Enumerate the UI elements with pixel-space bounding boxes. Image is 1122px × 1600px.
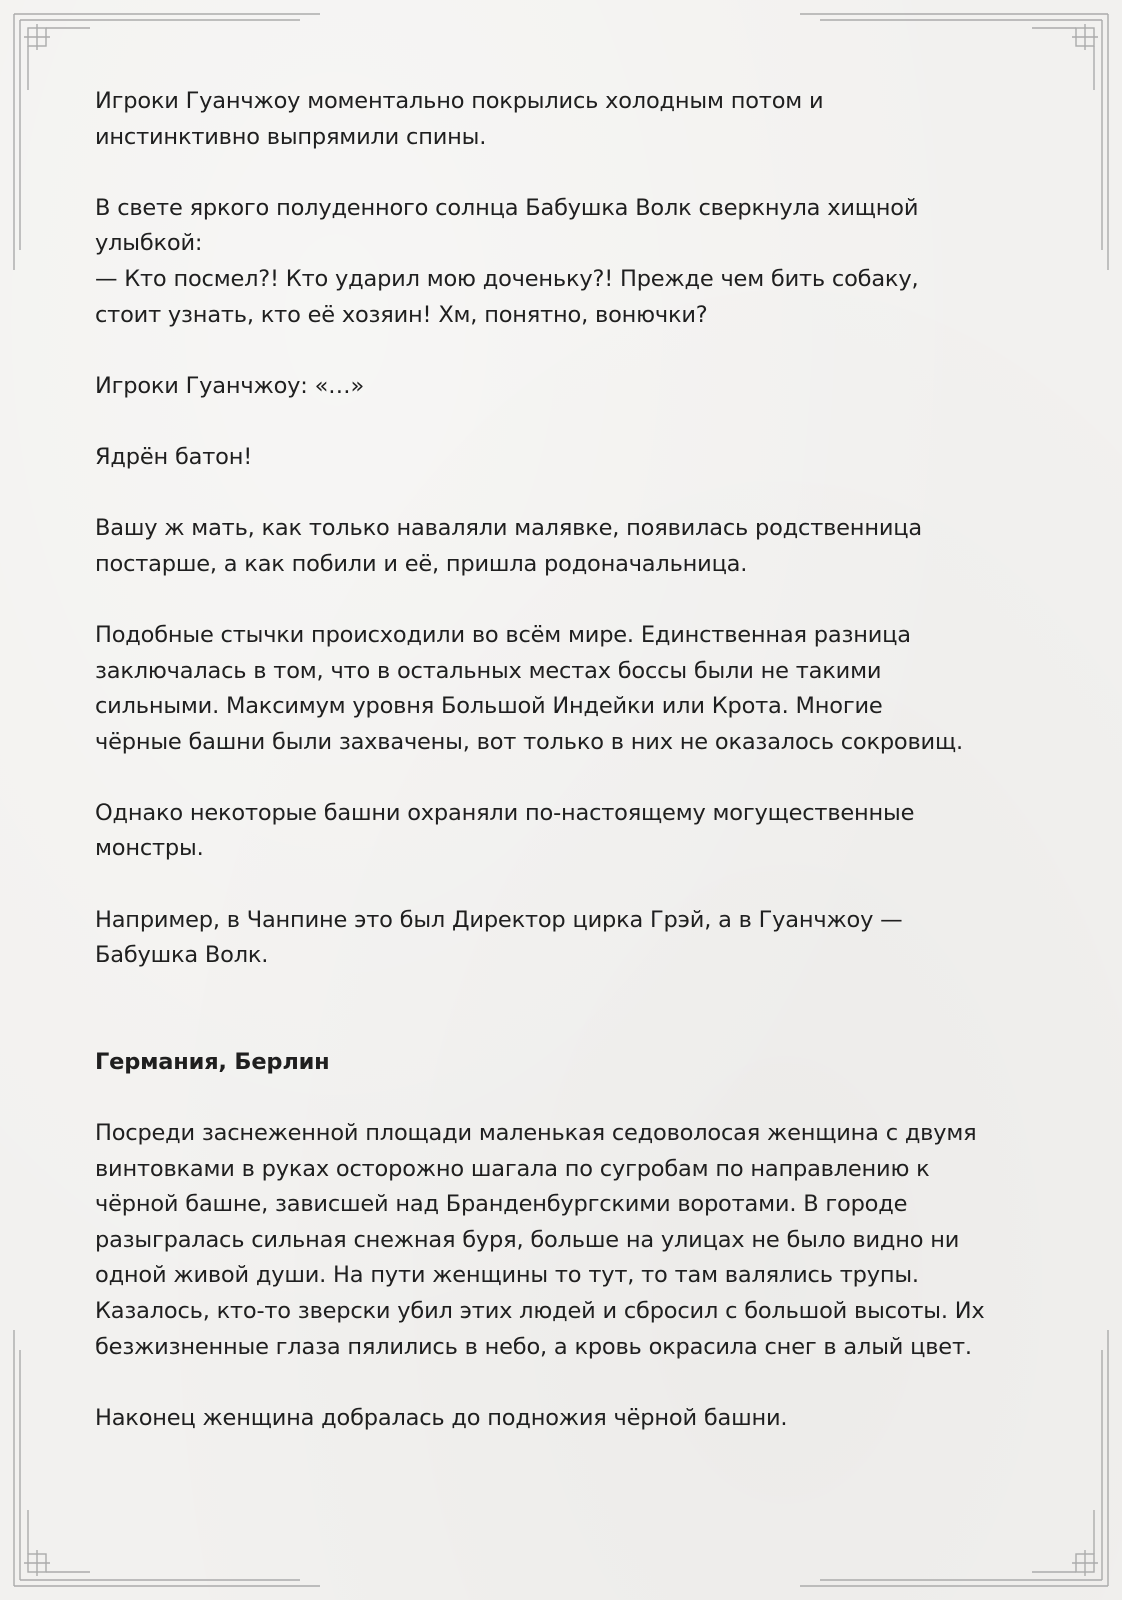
- paragraph: Ядрён батон!: [95, 443, 253, 470]
- paragraph: Например, в Чанпине это был Директор цирка Грэй, а в Гуанчжоу — Бабушка Волк.: [95, 906, 903, 969]
- paragraph: Подобные стычки происходили во всём мире. Единственная разница заключалась в том, что в остальных местах боссы были не такими сильными. Максимум уровня Большой Индейки или Крота. Многие чёрные башни были захвачены, вот только в них не оказалось сокровищ.: [95, 621, 963, 755]
- paragraph: В свете яркого полуденного солнца Бабушка Волк сверкнула хищной улыбкой: — Кто посмел?! Кто ударил мою доченьку?! Прежде чем бить собаку, стоит узнать, кто её хозяин! Хм, понятно, вонючки?: [95, 194, 919, 328]
- document-body: [95, 84, 1035, 1472]
- paragraph: Игроки Гуанчжоу моментально покрылись холодным потом и инстинктивно выпрямили спины.: [95, 88, 824, 150]
- paragraph: Наконец женщина добралась до подножия чёрной башни.: [95, 1404, 788, 1431]
- section-heading: Германия, Берлин: [95, 1048, 330, 1075]
- paragraph: Однако некоторые башни охраняли по-настоящему могущественные монстры.: [95, 799, 915, 862]
- paragraph: Вашу ж мать, как только наваляли малявке, появилась родственница постарше, а как побили и её, пришла родоначальница.: [95, 515, 922, 577]
- paragraph: Посреди заснеженной площади маленькая седоволосая женщина с двумя винтовками в руках осторожно шагала по сугробам по направлению к чёрной башне, зависшей над Бранденбургскими воротами. В городе разыгралась сильная снежная буря, больше на улицах не было видно ни одной живой души. На пути женщины то тут, то там валялись трупы. Казалось, кто-то зверски убил этих людей и сбросил с большой высоты. Их безжизненные глаза пялились в небо, а кровь окрасила снег в алый цвет.: [95, 1120, 985, 1360]
- paragraph: Игроки Гуанчжоу: «…»: [95, 372, 365, 399]
